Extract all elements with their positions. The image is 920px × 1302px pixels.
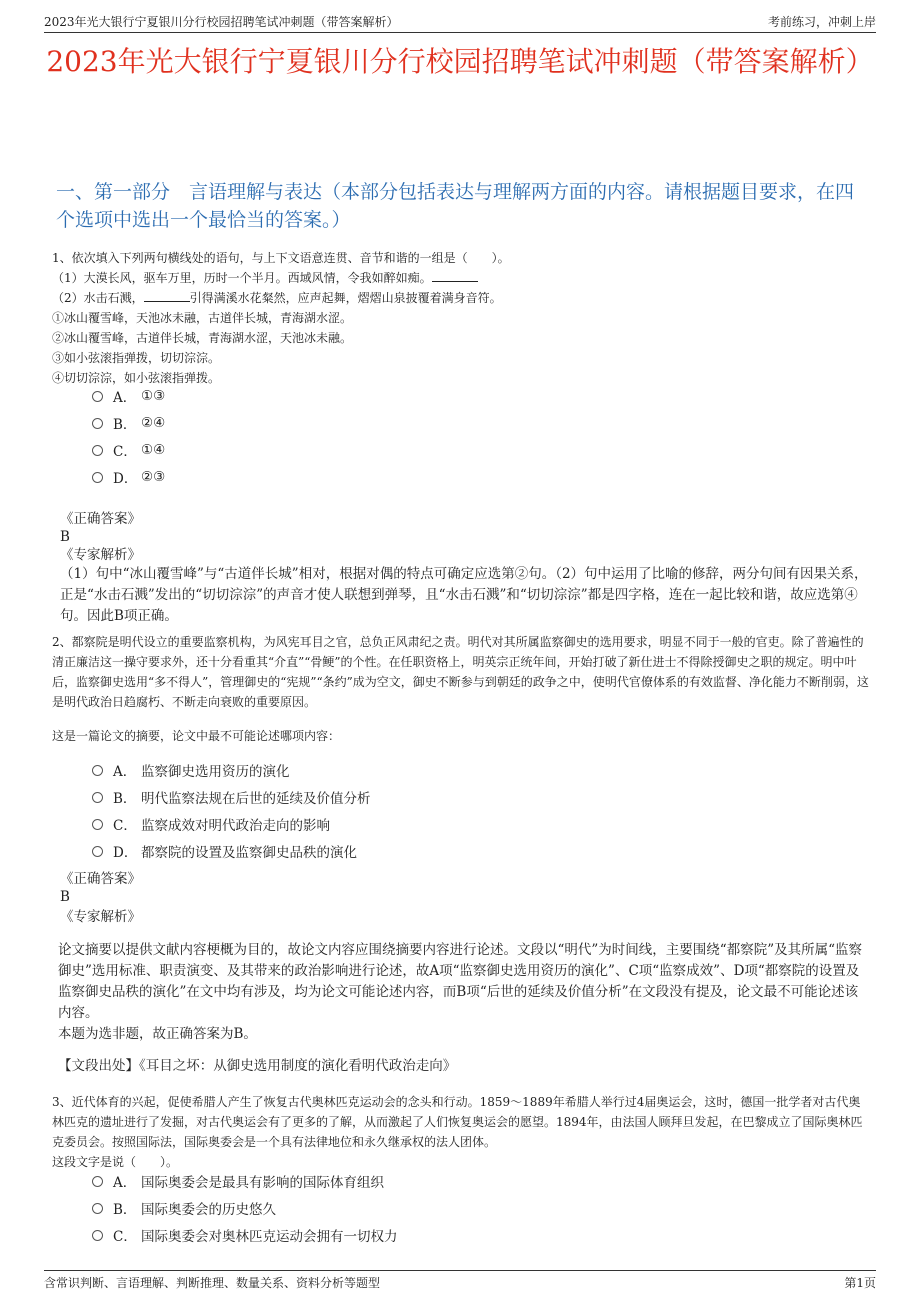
footer-note: 含常识判断、言语理解、判断推理、数量关系、资料分析等题型 — [44, 1276, 381, 1290]
q1-option-a[interactable]: A． ①③ — [92, 386, 165, 406]
q1-option-d[interactable]: D． ②③ — [92, 467, 165, 487]
q3-block — [52, 1092, 872, 1172]
radio-icon[interactable] — [92, 445, 103, 456]
q1-stem: 1、依次填入下列两句横线处的语句，与上下文语意连贯、音节和谐的一组是（ ）。 — [52, 251, 510, 265]
q1-line2: （2）水击石溅， 引得满溪水花粲然，应声起舞，熠熠山泉披覆着满身音符。 — [52, 291, 502, 305]
q1-answer-label: 《正确答案》 — [60, 511, 141, 527]
q2-option-b[interactable]: B． 明代监察法规在后世的延续及价值分析 — [92, 787, 371, 807]
radio-icon[interactable] — [92, 1230, 103, 1241]
radio-icon[interactable] — [92, 765, 103, 776]
page-header — [44, 10, 876, 33]
q2-answer: B — [60, 889, 70, 905]
q1-line1: （1）大漠长风，驱车万里，历时一个半月。西域风情，令我如醉如痴。 — [52, 268, 872, 288]
radio-icon[interactable] — [92, 819, 103, 830]
page-title: 2023年光大银行宁夏银川分行校园招聘笔试冲刺题（带答案解析） — [46, 45, 874, 78]
q3-option-a[interactable]: A． 国际奥委会是最具有影响的国际体育组织 — [92, 1171, 384, 1191]
radio-icon[interactable] — [92, 1203, 103, 1214]
q2-conclusion: 本题为选非题，故正确答案为B。 — [58, 1026, 257, 1042]
q1-analysis-label: 《专家解析》 — [60, 547, 141, 563]
radio-icon[interactable] — [92, 846, 103, 857]
q3-option-c[interactable]: C． 国际奥委会对奥林匹克运动会拥有一切权力 — [92, 1225, 398, 1245]
q2-option-c[interactable]: C． 监察成效对明代政治走向的影响 — [92, 814, 330, 834]
q2-analysis: 论文摘要以提供文献内容梗概为目的，故论文内容应围绕摘要内容进行论述。文段以“明代”为时间线，主要围绕“都察院”及其所属“监察御史”选用标准、职责演变、及其带来的政治影响进行论述，故A项“监察御史选用资历的演化”、C项“监察成效”、D项“都察院的设置及监察御史品秩的演化”在文中均有涉及，均为论文可能论述内容，而B项“后世的延续及价值分析”在文段没有提及，论文最不可能论述该内容。 — [58, 942, 863, 1021]
q1-option-c[interactable]: C． ①④ — [92, 440, 165, 460]
q2-analysis-label: 《专家解析》 — [60, 909, 141, 925]
radio-icon[interactable] — [92, 418, 103, 429]
q2-source: 【文段出处】《耳目之坏：从御史选用制度的演化看明代政治走向》 — [58, 1058, 457, 1074]
radio-icon[interactable] — [92, 792, 103, 803]
header-title: 2023年光大银行宁夏银川分行校园招聘笔试冲刺题（带答案解析） — [44, 15, 399, 29]
radio-icon[interactable] — [92, 472, 103, 483]
q3-option-b[interactable]: B． 国际奥委会的历史悠久 — [92, 1198, 276, 1218]
q2-option-a[interactable]: A． 监察御史选用资历的演化 — [92, 760, 290, 780]
q2-ask: 这是一篇论文的摘要，论文中最不可能论述哪项内容： — [52, 729, 341, 743]
q1-item: ②冰山覆雪峰，古道伴长城，青海湖水涩，天池冰未融。 — [52, 331, 353, 345]
section-heading: 一、第一部分 言语理解与表达（本部分包括表达与理解两方面的内容。请根据题目要求，在四个选项中选出一个最恰当的答案。） — [56, 181, 855, 231]
header-slogan: 考前练习，冲刺上岸 — [767, 15, 876, 29]
radio-icon[interactable] — [92, 391, 103, 402]
q1-item: ③如小弦滚指弹拨，切切淙淙。 — [52, 351, 221, 365]
q3-ask: 这段文字是说（ ）。 — [52, 1155, 179, 1169]
q2-block — [52, 632, 872, 712]
q2-source-block — [58, 1056, 872, 1077]
radio-icon[interactable] — [92, 1176, 103, 1187]
q1-analysis: （1）句中“冰山覆雪峰”与“古道伴长城”相对，根据对偶的特点可确定应选第②句。（2）句中运用了比喻的修辞，两分句间有因果关系，正是“水击石溅”发出的“切切淙淙”的声音才使人联想到弹琴，且“水击石溅”和“切切淙淙”都是四字格，连在一起比较和谐，故应选第④句。因此B项正确。 — [60, 566, 868, 624]
q3-stem: 3、近代体育的兴起，促使希腊人产生了恢复古代奥林匹克运动会的念头和行动。1859～1889年希腊人举行过4届奥运会，这时，德国一批学者对古代奥林匹克的遗址进行了发掘，对古代奥运会有了更多的了解，从而激起了人们恢复奥运会的愿望。1894年，由法国人顾拜旦发起，在巴黎成立了国际奥林匹克委员会。按照国际法，国际奥委会是一个具有法律地位和永久继承权的法人团体。 — [52, 1095, 863, 1149]
q2-conclusion-block — [58, 1024, 872, 1045]
q1-option-b[interactable]: B． ②④ — [92, 413, 165, 433]
page-number: 第1页 — [844, 1276, 876, 1290]
q1-answer: B — [60, 529, 70, 545]
q1-block — [52, 248, 872, 388]
q1-item: ④切切淙淙，如小弦滚指弹拨。 — [52, 371, 221, 385]
q2-ask-block — [52, 726, 872, 746]
q2-answer-label: 《正确答案》 — [60, 871, 141, 887]
page-footer — [44, 1270, 876, 1293]
q2-stem: 2、都察院是明代设立的重要监察机构，为风宪耳目之官，总负正风肃纪之责。明代对其所属监察御史的选用要求，明显不同于一般的官吏。除了普遍性的清正廉洁这一操守要求外，还十分看重其“介直”“骨鲠”的个性。在任职资格上，明英宗正统年间，开始打破了新仕进士不得除授御史之职的规定。明中叶后，监察御史选用“多不得人”，管理御史的“宪规”“条约”成为空文，御史不断参与到朝廷的政争之中，使明代官僚体系的有效监督、净化能力不断削弱，这是明代政治日趋腐朽、不断走向衰败的重要原因。 — [52, 635, 869, 709]
q1-item: ①冰山覆雪峰，天池冰未融，古道伴长城，青海湖水涩。 — [52, 311, 353, 325]
q2-option-d[interactable]: D． 都察院的设置及监察御史品秩的演化 — [92, 841, 357, 861]
